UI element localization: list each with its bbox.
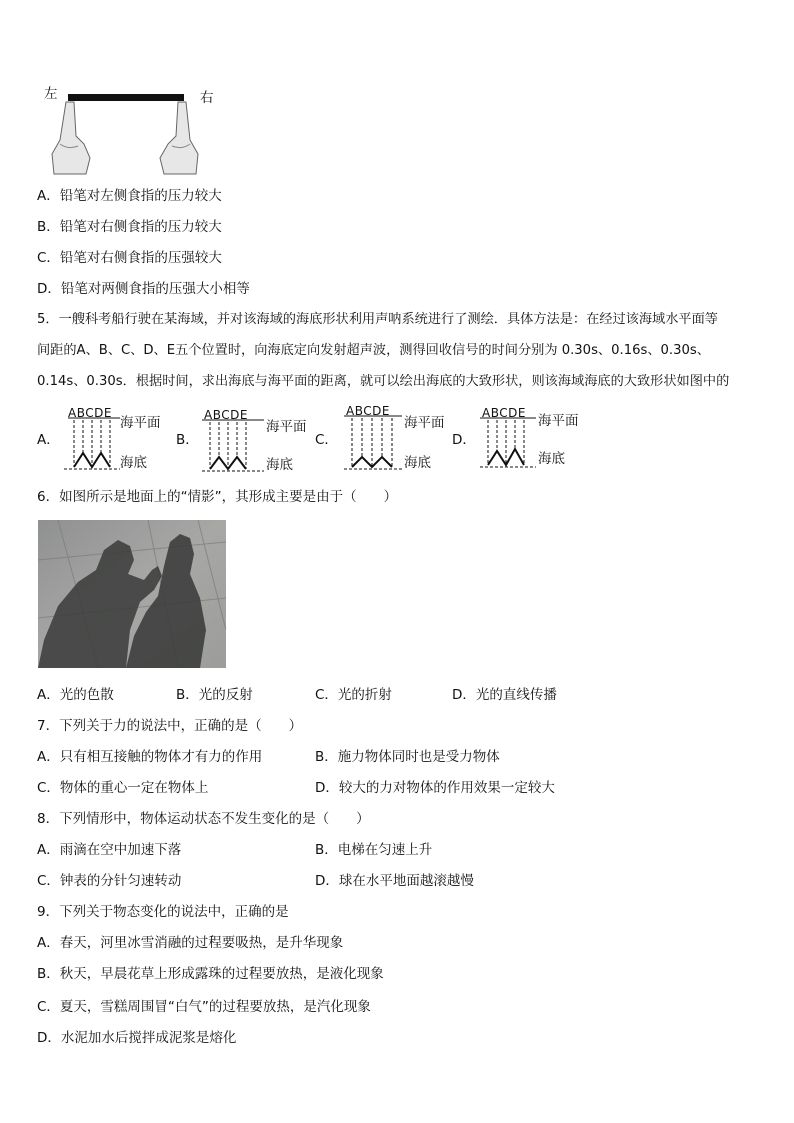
q4-option-a: A．铅笔对左侧食指的压力较大 <box>37 188 222 204</box>
q9-option-d: D．水泥加水后搅拌成泥浆是熔化 <box>37 1030 237 1046</box>
pencil-fingers-drawing <box>44 84 224 176</box>
q8-option-b: B．电梯在匀速上升 <box>315 842 433 858</box>
q5-option-d-diagram <box>478 403 598 473</box>
points-label: ABCDE <box>68 406 112 420</box>
sea-floor-label: 海底 <box>120 455 147 471</box>
right-label: 右 <box>200 90 214 106</box>
q5-stem-line-2: 间距的A、B、C、D、E五个位置时，向海底定向发射超声波，测得回收信号的时间分别为 0.30s、0.16s、0.30s、 <box>37 343 710 358</box>
sea-level-label: 海平面 <box>404 415 445 431</box>
q5-option-d-letter: D． <box>452 432 476 448</box>
sea-level-label: 海平面 <box>538 413 579 429</box>
q7-option-d: D．较大的力对物体的作用效果一定较大 <box>315 780 555 796</box>
seabed-shape-a <box>62 403 122 473</box>
q7-option-b: B．施力物体同时也是受力物体 <box>315 749 500 765</box>
points-label: ABCDE <box>204 408 248 422</box>
sea-floor-label: 海底 <box>266 457 293 473</box>
q7-option-a: A．只有相互接触的物体才有力的作用 <box>37 749 263 765</box>
q9-option-a: A．春天，河里冰雪消融的过程要吸热，是升华现象 <box>37 935 344 951</box>
q6-option-b: B．光的反射 <box>176 687 253 703</box>
q5-option-a-letter: A． <box>37 432 60 448</box>
left-label: 左 <box>44 86 58 102</box>
seabed-shape-b <box>200 405 266 475</box>
q8-stem: 8．下列情形中，物体运动状态不发生变化的是（ ） <box>37 811 370 827</box>
q7-stem: 7．下列关于力的说法中，正确的是（ ） <box>37 718 303 734</box>
sea-floor-label: 海底 <box>404 455 431 471</box>
points-label: ABCDE <box>346 404 390 418</box>
q8-option-d: D．球在水平地面越滚越慢 <box>315 873 474 889</box>
q6-option-d: D．光的直线传播 <box>452 687 557 703</box>
sea-level-label: 海平面 <box>120 415 161 431</box>
shadow-photo <box>38 520 226 668</box>
q5-option-b-letter: B． <box>176 432 199 448</box>
q4-option-d: D．铅笔对两侧食指的压强大小相等 <box>37 281 250 297</box>
q5-option-c-diagram <box>340 401 460 473</box>
q4-option-c: C．铅笔对右侧食指的压强较大 <box>37 250 222 266</box>
q7-option-c: C．物体的重心一定在物体上 <box>37 780 209 796</box>
q6-option-c: C．光的折射 <box>315 687 392 703</box>
q9-stem: 9．下列关于物态变化的说法中，正确的是 <box>37 904 289 920</box>
q5-option-b-diagram <box>200 405 320 475</box>
sea-floor-label: 海底 <box>538 451 565 467</box>
q5-option-a-diagram <box>62 403 182 473</box>
q5-option-c-letter: C． <box>315 432 338 448</box>
q8-option-a: A．雨滴在空中加速下落 <box>37 842 182 858</box>
seabed-shape-d <box>478 403 538 473</box>
q9-option-b: B．秋天，早晨花草上形成露珠的过程要放热，是液化现象 <box>37 966 384 982</box>
seabed-shape-c <box>340 401 404 473</box>
points-label: ABCDE <box>482 406 526 420</box>
q5-stem-line-3: 0.14s、0.30s．根据时间，求出海底与海平面的距离，就可以绘出海底的大致形状，则该海域海底的大致形状如图中的 <box>37 374 730 389</box>
pencil-fingers-figure <box>44 84 224 176</box>
shadow-photo-drawing <box>38 520 226 668</box>
q8-option-c: C．钟表的分针匀速转动 <box>37 873 182 889</box>
q6-option-a: A．光的色散 <box>37 687 114 703</box>
q6-stem: 6．如图所示是地面上的“情影”，其形成主要是由于（ ） <box>37 489 398 505</box>
sea-level-label: 海平面 <box>266 419 307 435</box>
q9-option-c: C．夏天，雪糕周围冒“白气”的过程要放热，是汽化现象 <box>37 999 371 1015</box>
q5-stem-line-1: 5．一艘科考船行驶在某海域，并对该海域的海底形状利用声呐系统进行了测绘．具体方法是：在经过该海域水平面等 <box>37 312 718 327</box>
q4-option-b: B．铅笔对右侧食指的压力较大 <box>37 219 222 235</box>
